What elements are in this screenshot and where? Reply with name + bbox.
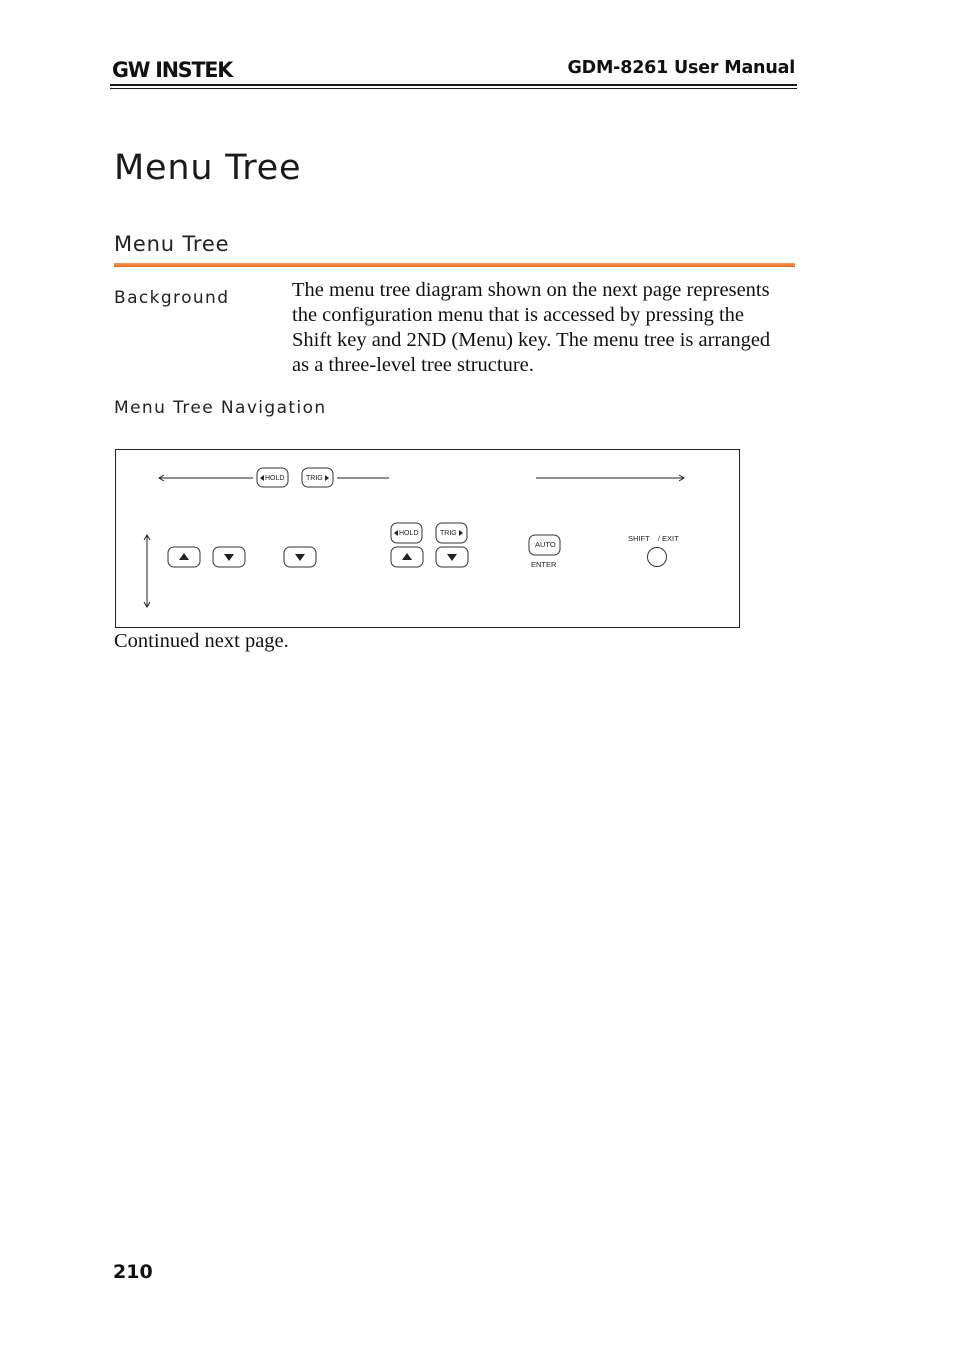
header-rule bbox=[110, 84, 797, 86]
trig-key-label: TRIG bbox=[306, 475, 323, 482]
up-key-1 bbox=[168, 547, 200, 567]
section-title: Menu Tree bbox=[114, 232, 230, 256]
continued-note: Continued next page. bbox=[114, 630, 289, 652]
background-text: The menu tree diagram shown on the next page represents the configuration menu that is accessed by pressing the Shift key and 2ND (Menu) key. The menu tree is arranged as a three-level tree structure. bbox=[292, 279, 771, 376]
trig-key-2-label: TRIG bbox=[440, 530, 457, 537]
trig-key bbox=[302, 468, 333, 487]
chapter-title: Menu Tree bbox=[114, 148, 302, 188]
down-key-3 bbox=[436, 547, 468, 567]
shift-exit-label: SHIFT / EXIT bbox=[628, 534, 679, 543]
page-number: 210 bbox=[113, 1261, 153, 1283]
hold-key bbox=[257, 468, 288, 487]
manual-title: GDM-8261 User Manual bbox=[567, 58, 795, 78]
auto-key-label: AUTO bbox=[535, 540, 556, 549]
up-key-2 bbox=[391, 547, 423, 567]
navigation-label: Menu Tree Navigation bbox=[114, 398, 327, 418]
auto-enter-key bbox=[529, 535, 560, 569]
section-rule bbox=[114, 263, 795, 267]
shift-button-icon bbox=[648, 548, 667, 567]
menu-navigation-diagram bbox=[115, 449, 740, 628]
enter-key-label: ENTER bbox=[531, 560, 557, 569]
hold-key-2-label: HOLD bbox=[399, 530, 419, 537]
hold-key-label: HOLD bbox=[265, 475, 285, 482]
hold-key-2 bbox=[391, 523, 422, 543]
trig-key-2 bbox=[436, 523, 467, 543]
svg-text:GW INSTEK: GW INSTEK bbox=[112, 58, 234, 80]
down-key-2 bbox=[284, 547, 316, 567]
down-key-1 bbox=[213, 547, 245, 567]
gw-instek-logo bbox=[112, 58, 234, 80]
header-rule-thin bbox=[110, 88, 797, 89]
background-label: Background bbox=[114, 288, 230, 308]
